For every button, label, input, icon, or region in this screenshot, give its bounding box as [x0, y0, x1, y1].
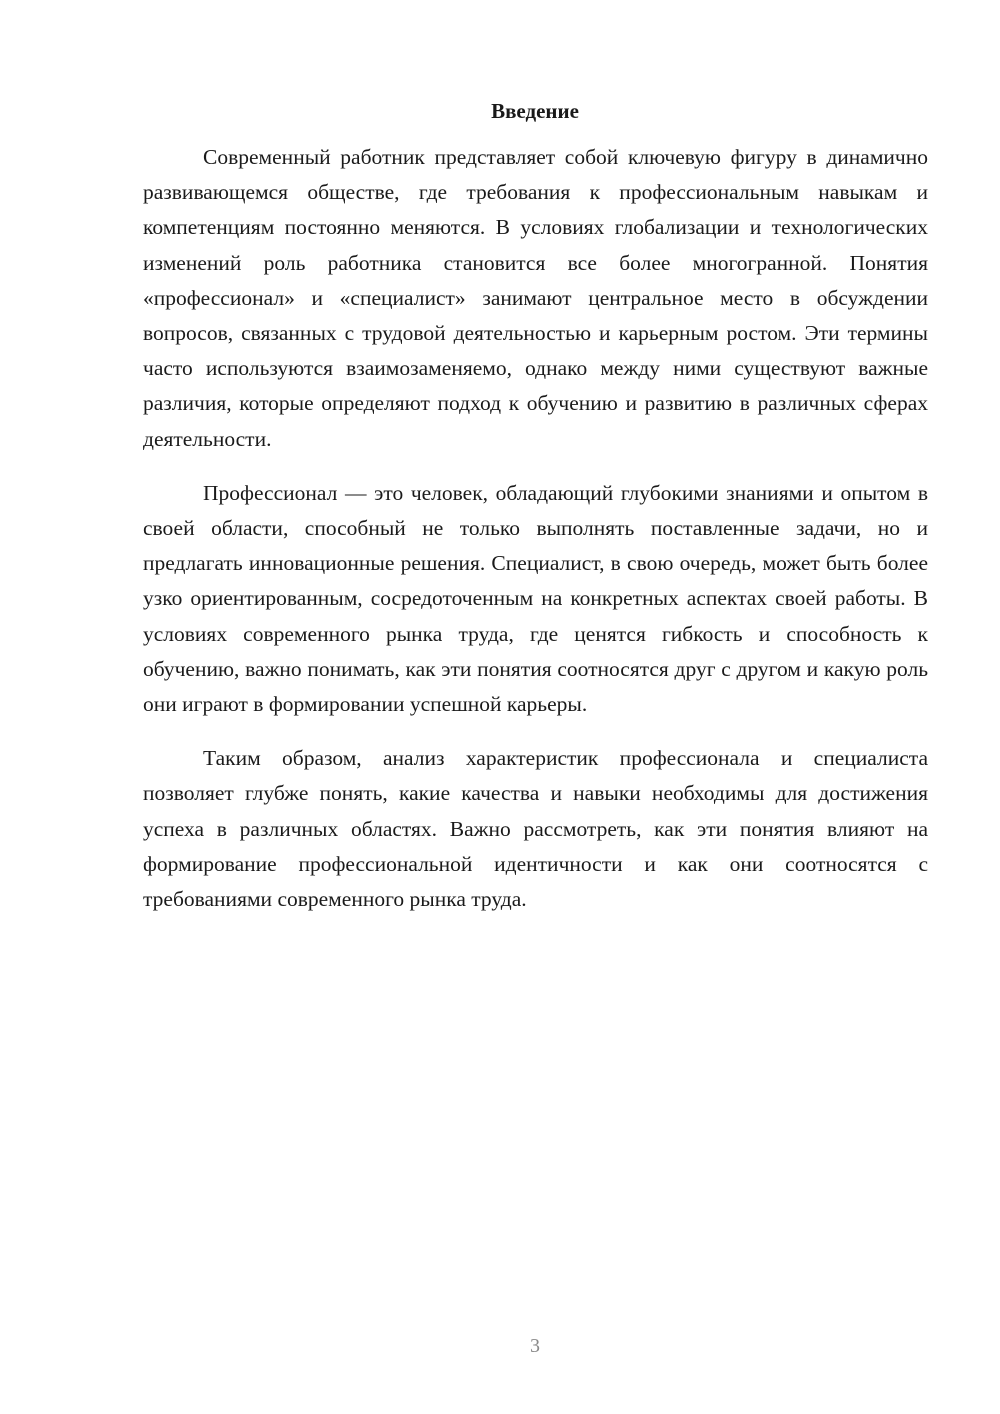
page-number: 3 [530, 1335, 540, 1357]
paragraph-2: Профессионал — это человек, обладающий глубокими знаниями и опытом в своей области, способный не только выполнять поставленные задачи, но и предлагать инновационные решения. Специалист, в свою очередь, может быть более узко ориентированным, сосредоточенным на конкретных аспектах своей работы. В условиях современного рынка труда, где ценятся гибкость и способность к обучению, важно понимать, как эти понятия соотносятся друг с другом и какую роль они играют в формировании успешной карьеры. [143, 480, 928, 717]
paragraph-1: Современный работник представляет собой ключевую фигуру в динамично развивающемся обществе, где требования к профессиональным навыкам и компетенциям постоянно меняются. В условиях глобализации и технологических изменений роль работника становится все более многогранной. Понятия «профессионал» и «специалист» занимают центральное место в обсуждении вопросов, связанных с трудовой деятельностью и карьерным ростом. Эти термины часто используются взаимозаменяемо, однако между ними существуют важные различия, которые определяют подход к обучению и развитию в различных сферах деятельности. [143, 145, 928, 451]
body-text [143, 140, 928, 936]
paragraph-3: Таким образом, анализ характеристик профессионала и специалиста позволяет глубже понять, какие качества и навыки необходимы для достижения успеха в различных областях. Важно рассмотреть, как эти понятия влияют на формирование профессиональной идентичности и как они соотносятся с требованиями современного рынка труда. [143, 746, 928, 912]
page-title: Введение [491, 99, 579, 123]
